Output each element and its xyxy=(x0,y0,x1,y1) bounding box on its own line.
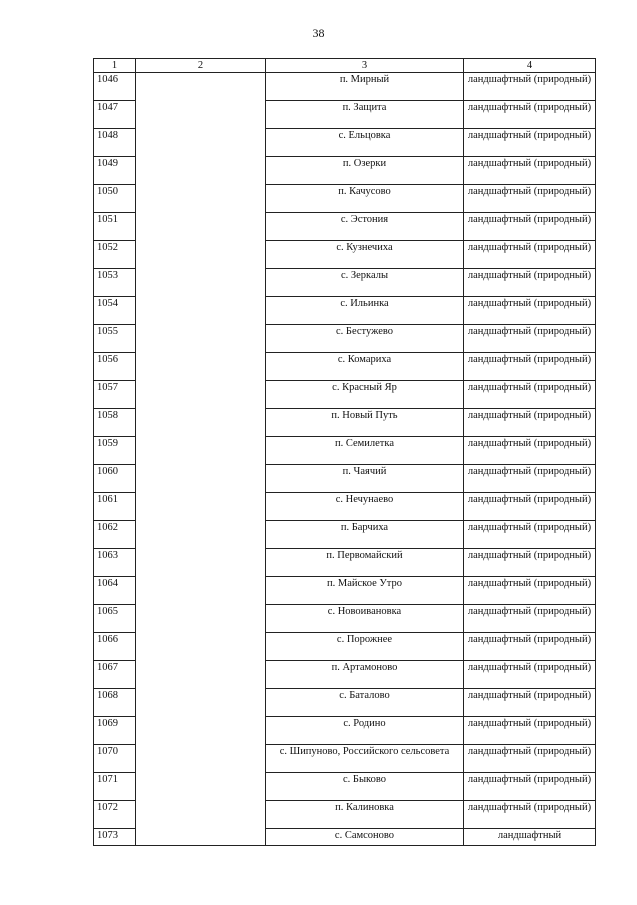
row-number: 1051 xyxy=(94,213,136,241)
settlement-name: с. Самсоново xyxy=(266,829,464,846)
object-type: ландшафтный xyxy=(464,829,596,846)
settlement-name: п. Майское Утро xyxy=(266,577,464,605)
settlement-name: п. Мирный xyxy=(266,73,464,101)
row-number: 1072 xyxy=(94,801,136,829)
row-number: 1058 xyxy=(94,409,136,437)
row-number: 1068 xyxy=(94,689,136,717)
object-type: ландшафтный (природный) xyxy=(464,633,596,661)
row-number: 1054 xyxy=(94,297,136,325)
row-number: 1061 xyxy=(94,493,136,521)
object-type: ландшафтный (природный) xyxy=(464,717,596,745)
row-number: 1067 xyxy=(94,661,136,689)
object-type: ландшафтный (природный) xyxy=(464,437,596,465)
settlement-name: с. Кузнечиха xyxy=(266,241,464,269)
row-number: 1063 xyxy=(94,549,136,577)
row-number: 1048 xyxy=(94,129,136,157)
object-type: ландшафтный (природный) xyxy=(464,689,596,717)
object-type: ландшафтный (природный) xyxy=(464,325,596,353)
row-number: 1065 xyxy=(94,605,136,633)
settlement-name: п. Новый Путь xyxy=(266,409,464,437)
row-number: 1070 xyxy=(94,745,136,773)
object-type: ландшафтный (природный) xyxy=(464,269,596,297)
settlement-name: с. Эстония xyxy=(266,213,464,241)
settlement-name: с. Быково xyxy=(266,773,464,801)
settlement-name: п. Артамоново xyxy=(266,661,464,689)
header-col-3: 3 xyxy=(266,59,464,73)
object-type: ландшафтный (природный) xyxy=(464,157,596,185)
settlement-name: п. Защита xyxy=(266,101,464,129)
settlement-name: с. Красный Яр xyxy=(266,381,464,409)
object-type: ландшафтный (природный) xyxy=(464,465,596,493)
header-row xyxy=(94,59,596,73)
row-number: 1073 xyxy=(94,829,136,846)
row-number: 1053 xyxy=(94,269,136,297)
region-cell xyxy=(136,73,266,846)
settlement-name: п. Озерки xyxy=(266,157,464,185)
settlement-name: с. Родино xyxy=(266,717,464,745)
object-type: ландшафтный (природный) xyxy=(464,605,596,633)
settlement-name: с. Ельцовка xyxy=(266,129,464,157)
object-type: ландшафтный (природный) xyxy=(464,73,596,101)
row-number: 1047 xyxy=(94,101,136,129)
settlement-name: п. Семилетка xyxy=(266,437,464,465)
object-type: ландшафтный (природный) xyxy=(464,801,596,829)
row-number: 1059 xyxy=(94,437,136,465)
row-number: 1052 xyxy=(94,241,136,269)
row-number: 1057 xyxy=(94,381,136,409)
row-number: 1056 xyxy=(94,353,136,381)
table-body xyxy=(94,73,596,846)
row-number: 1046 xyxy=(94,73,136,101)
object-type: ландшафтный (природный) xyxy=(464,129,596,157)
object-type: ландшафтный (природный) xyxy=(464,577,596,605)
row-number: 1060 xyxy=(94,465,136,493)
table-header xyxy=(94,59,596,73)
object-type: ландшафтный (природный) xyxy=(464,661,596,689)
object-type: ландшафтный (природный) xyxy=(464,213,596,241)
object-type: ландшафтный (природный) xyxy=(464,297,596,325)
object-type: ландшафтный (природный) xyxy=(464,409,596,437)
settlement-name: п. Барчиха xyxy=(266,521,464,549)
settlement-name: с. Новоивановка xyxy=(266,605,464,633)
settlement-name: с. Бестужево xyxy=(266,325,464,353)
settlement-name: с. Комариха xyxy=(266,353,464,381)
settlement-name: с. Баталово xyxy=(266,689,464,717)
table-row xyxy=(94,73,596,101)
settlement-name: п. Чаячий xyxy=(266,465,464,493)
settlement-name: с. Зеркалы xyxy=(266,269,464,297)
row-number: 1049 xyxy=(94,157,136,185)
page-number: 38 xyxy=(312,26,325,40)
row-number: 1064 xyxy=(94,577,136,605)
settlement-name: с. Порожнее xyxy=(266,633,464,661)
row-number: 1069 xyxy=(94,717,136,745)
row-number: 1050 xyxy=(94,185,136,213)
object-type: ландшафтный (природный) xyxy=(464,241,596,269)
row-number: 1071 xyxy=(94,773,136,801)
object-type: ландшафтный (природный) xyxy=(464,353,596,381)
row-number: 1066 xyxy=(94,633,136,661)
object-type: ландшафтный (природный) xyxy=(464,773,596,801)
object-type: ландшафтный (природный) xyxy=(464,381,596,409)
row-number: 1055 xyxy=(94,325,136,353)
settlement-name: п. Первомайский xyxy=(266,549,464,577)
header-col-1: 1 xyxy=(94,59,136,73)
object-type: ландшафтный (природный) xyxy=(464,549,596,577)
object-type: ландшафтный (природный) xyxy=(464,521,596,549)
settlement-name: п. Калиновка xyxy=(266,801,464,829)
settlement-name: с. Ильинка xyxy=(266,297,464,325)
settlement-name: с. Нечунаево xyxy=(266,493,464,521)
settlement-name: п. Качусово xyxy=(266,185,464,213)
object-type: ландшафтный (природный) xyxy=(464,745,596,773)
register-table xyxy=(93,58,596,846)
row-number: 1062 xyxy=(94,521,136,549)
object-type: ландшафтный (природный) xyxy=(464,101,596,129)
object-type: ландшафтный (природный) xyxy=(464,493,596,521)
header-col-4: 4 xyxy=(464,59,596,73)
object-type: ландшафтный (природный) xyxy=(464,185,596,213)
header-col-2: 2 xyxy=(136,59,266,73)
settlement-name: с. Шипуново, Российского сельсовета xyxy=(266,745,464,773)
